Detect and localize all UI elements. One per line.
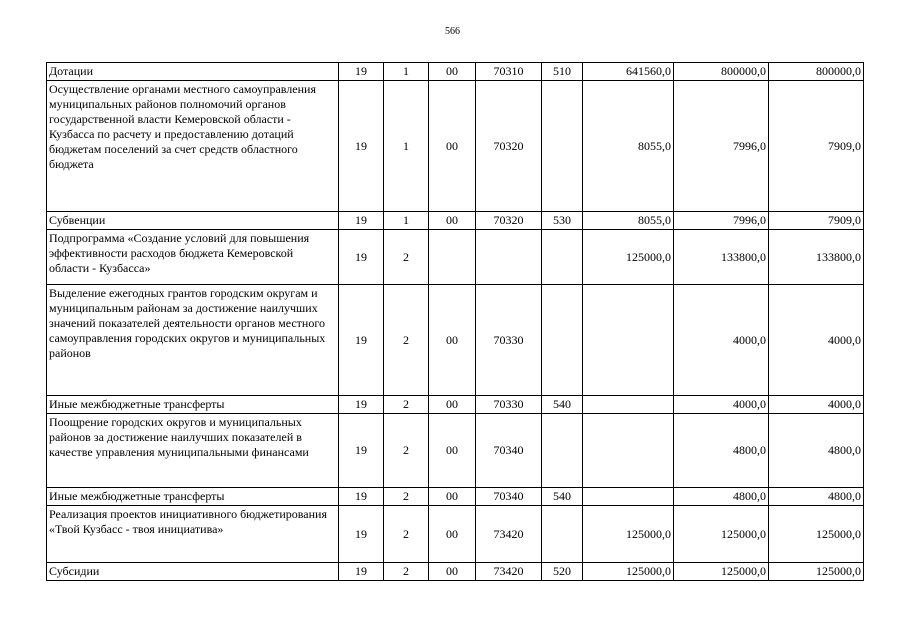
cell-code-3: 00 — [429, 396, 476, 414]
cell-code-5: 540 — [542, 396, 583, 414]
cell-code-2: 1 — [384, 81, 429, 212]
cell-code-1: 19 — [339, 396, 384, 414]
cell-value-3: 125000,0 — [769, 506, 864, 563]
cell-code-3: 00 — [429, 285, 476, 396]
cell-code-4: 70340 — [476, 488, 542, 506]
cell-code-3: 00 — [429, 506, 476, 563]
cell-value-3: 4800,0 — [769, 414, 864, 488]
cell-code-2: 2 — [384, 506, 429, 563]
cell-code-2: 1 — [384, 63, 429, 81]
cell-value-2: 800000,0 — [674, 63, 769, 81]
cell-code-5: 510 — [542, 63, 583, 81]
cell-code-5: 530 — [542, 212, 583, 230]
cell-code-4: 73420 — [476, 563, 542, 581]
cell-code-2: 2 — [384, 414, 429, 488]
cell-value-1 — [583, 285, 674, 396]
cell-value-1: 8055,0 — [583, 212, 674, 230]
cell-value-3: 7909,0 — [769, 81, 864, 212]
table-row — [47, 414, 864, 488]
cell-code-3: 00 — [429, 81, 476, 212]
row-name: Иные межбюджетные трансферты — [47, 396, 339, 414]
cell-value-1: 8055,0 — [583, 81, 674, 212]
row-name: Субсидии — [47, 563, 339, 581]
cell-value-3: 133800,0 — [769, 230, 864, 285]
cell-code-3: 00 — [429, 488, 476, 506]
cell-code-5 — [542, 230, 583, 285]
page-number: 566 — [445, 26, 460, 37]
row-name: Субвенции — [47, 212, 339, 230]
row-name: Дотации — [47, 63, 339, 81]
cell-code-2: 2 — [384, 563, 429, 581]
cell-code-1: 19 — [339, 506, 384, 563]
cell-code-2: 2 — [384, 230, 429, 285]
budget-table — [46, 62, 864, 581]
cell-code-1: 19 — [339, 63, 384, 81]
cell-code-3: 00 — [429, 63, 476, 81]
cell-value-3: 800000,0 — [769, 63, 864, 81]
cell-value-1 — [583, 414, 674, 488]
table-row — [47, 212, 864, 230]
cell-code-2: 2 — [384, 488, 429, 506]
cell-code-5 — [542, 506, 583, 563]
cell-code-1: 19 — [339, 285, 384, 396]
cell-code-2: 2 — [384, 396, 429, 414]
cell-code-5 — [542, 81, 583, 212]
cell-value-1: 125000,0 — [583, 230, 674, 285]
cell-value-1: 125000,0 — [583, 506, 674, 563]
cell-code-5: 520 — [542, 563, 583, 581]
cell-value-2: 4800,0 — [674, 414, 769, 488]
cell-code-1: 19 — [339, 212, 384, 230]
cell-code-4: 70320 — [476, 81, 542, 212]
table-row — [47, 506, 864, 563]
cell-code-5: 540 — [542, 488, 583, 506]
cell-code-1: 19 — [339, 563, 384, 581]
cell-code-5 — [542, 414, 583, 488]
cell-code-3: 00 — [429, 212, 476, 230]
cell-code-3 — [429, 230, 476, 285]
cell-value-3: 125000,0 — [769, 563, 864, 581]
row-name: Реализация проектов инициативного бюджетирования «Твой Кузбасс - твоя инициатива» — [47, 506, 339, 563]
table-row — [47, 63, 864, 81]
cell-code-5 — [542, 285, 583, 396]
cell-value-3: 4800,0 — [769, 488, 864, 506]
cell-value-2: 125000,0 — [674, 563, 769, 581]
cell-code-4: 70330 — [476, 396, 542, 414]
cell-value-1 — [583, 488, 674, 506]
cell-code-2: 1 — [384, 212, 429, 230]
table-row — [47, 396, 864, 414]
row-name: Поощрение городских округов и муниципальных районов за достижение наилучших показателей в качестве управления муниципальными финансами — [47, 414, 339, 488]
table-row — [47, 285, 864, 396]
table-row — [47, 230, 864, 285]
cell-code-1: 19 — [339, 414, 384, 488]
cell-value-1 — [583, 396, 674, 414]
cell-value-2: 4000,0 — [674, 396, 769, 414]
row-name: Осуществление органами местного самоуправления муниципальных районов полномочий органов государственной власти Кемеровской области - Кузбасса по расчету и предоставлению дотаций бюджетам поселений за счет средств областного бюджета — [47, 81, 339, 212]
cell-value-2: 125000,0 — [674, 506, 769, 563]
cell-code-4 — [476, 230, 542, 285]
cell-code-4: 70340 — [476, 414, 542, 488]
cell-value-2: 133800,0 — [674, 230, 769, 285]
cell-code-4: 70330 — [476, 285, 542, 396]
cell-value-3: 4000,0 — [769, 285, 864, 396]
cell-value-3: 4000,0 — [769, 396, 864, 414]
cell-value-1: 125000,0 — [583, 563, 674, 581]
cell-code-4: 70320 — [476, 212, 542, 230]
table-row — [47, 563, 864, 581]
cell-value-3: 7909,0 — [769, 212, 864, 230]
cell-value-2: 7996,0 — [674, 212, 769, 230]
cell-code-2: 2 — [384, 285, 429, 396]
row-name: Подпрограмма «Создание условий для повышения эффективности расходов бюджета Кемеровской области - Кузбасса» — [47, 230, 339, 285]
cell-code-4: 70310 — [476, 63, 542, 81]
cell-code-1: 19 — [339, 488, 384, 506]
cell-value-2: 7996,0 — [674, 81, 769, 212]
cell-value-2: 4800,0 — [674, 488, 769, 506]
table-row — [47, 81, 864, 212]
cell-value-1: 641560,0 — [583, 63, 674, 81]
cell-code-1: 19 — [339, 81, 384, 212]
cell-code-4: 73420 — [476, 506, 542, 563]
table-row — [47, 488, 864, 506]
cell-code-3: 00 — [429, 563, 476, 581]
cell-code-3: 00 — [429, 414, 476, 488]
row-name: Выделение ежегодных грантов городским округам и муниципальным районам за достижение наилучших значений показателей деятельности органов местного самоуправления городских округов и муниципальных районов — [47, 285, 339, 396]
cell-value-2: 4000,0 — [674, 285, 769, 396]
cell-code-1: 19 — [339, 230, 384, 285]
row-name: Иные межбюджетные трансферты — [47, 488, 339, 506]
